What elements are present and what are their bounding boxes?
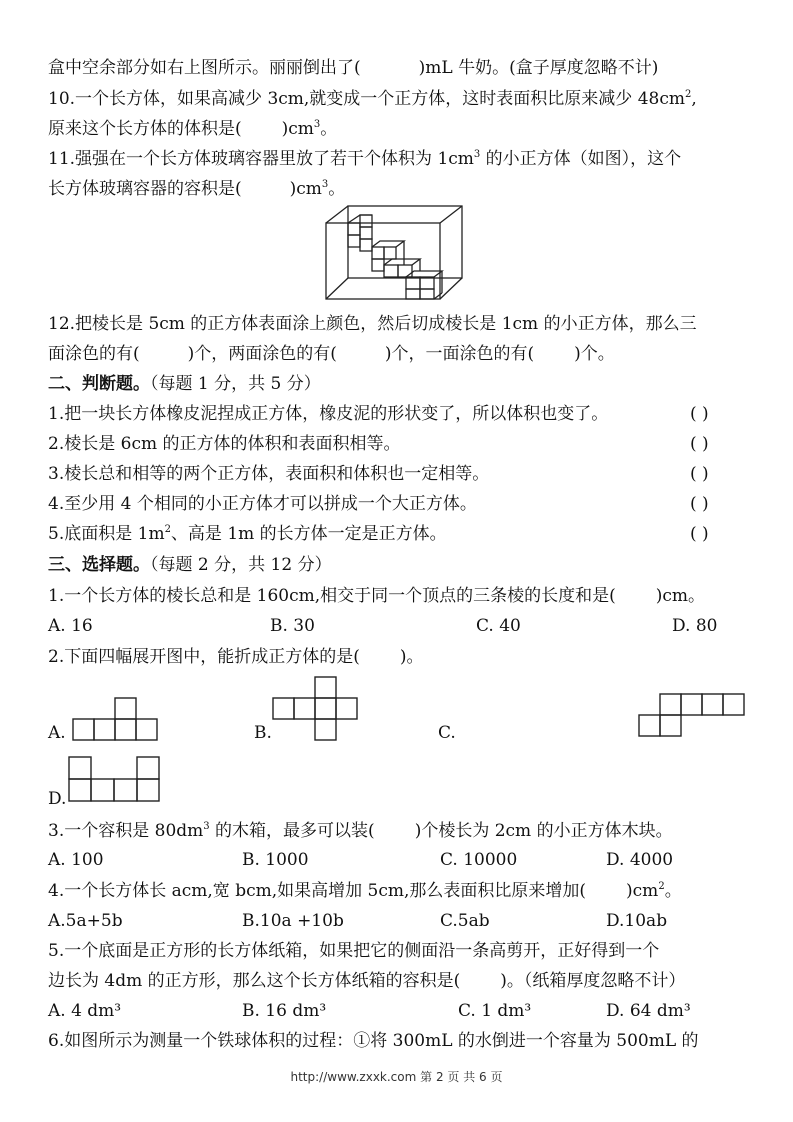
judge-item-5: 5.底面积是 $1m^2$、高是 1m 的长方体一定是正方体。 [48,524,447,544]
net-option-c-label[interactable]: C. [438,723,456,743]
judge-answer-4[interactable]: ( ) [690,494,709,514]
choice-q1: 1.一个长方体的棱长总和是 160cm,相交于同一个顶点的三条棱的长度和是( )cm。 [48,586,706,606]
q11-line1: 11.强强在一个长方体玻璃容器里放了若干个体积为 $1cm^3$ 的小正方体（如图），这个 [48,149,682,169]
judge-item-1: 1.把一块长方体橡皮泥捏成正方体，橡皮泥的形状变了，所以体积也变了。 [48,404,609,424]
judge-item-2: 2.棱长是 6cm 的正方体的体积和表面积相等。 [48,434,401,454]
net-b-figure [272,676,362,742]
choice-q3: 3.一个容积是 $80dm^3$ 的木箱，最多可以装( )个棱长为 2cm 的小正方体木块。 [48,821,673,841]
choice-q3-option-a[interactable]: A. 100 [48,850,104,870]
judge-answer-5[interactable]: ( ) [690,524,709,544]
choice-q5-option-c[interactable]: C. 1 dm³ [458,1001,532,1021]
choice-q1-option-a[interactable]: A. 16 [48,616,93,636]
judge-answer-1[interactable]: ( ) [690,404,709,424]
q11-line2: 长方体玻璃容器的容积是( )$cm^3$。 [48,179,346,199]
choice-q6-line1: 6.如图所示为测量一个铁球体积的过程：①将 300mL 的水倒进一个容量为 500mL 的 [48,1031,699,1051]
q12-line1: 12.把棱长是 5cm 的正方体表面涂上颜色，然后切成棱长是 1cm 的小正方体，那么三 [48,314,697,334]
choice-q4-option-a[interactable]: A.5a+5b [48,911,123,931]
choice-q5-option-b[interactable]: B. 16 dm³ [242,1001,327,1021]
section3-title: 三、选择题。 [48,555,150,575]
judge-answer-2[interactable]: ( ) [690,434,709,454]
net-a-figure [72,694,160,742]
net-option-a-label[interactable]: A. [48,723,66,743]
section2-note: （每题 1 分，共 5 分） [150,374,321,394]
choice-q4-option-b[interactable]: B.10a +10b [242,911,344,931]
choice-q4-option-c[interactable]: C.5ab [440,911,490,931]
section2-heading [48,373,321,395]
net-c-figure [638,692,748,740]
net-option-d-label[interactable]: D. [48,789,67,809]
choice-q5-line1: 5.一个底面是正方形的长方体纸箱，如果把它的侧面沿一条高剪开，正好得到一个 [48,941,660,961]
choice-q1-option-b[interactable]: B. 30 [270,616,315,636]
q10-line1: 10.一个长方体，如果高减少 3cm,就变成一个正方体，这时表面积比原来减少 $48cm^2$, [48,89,697,109]
q9-tail: 盒中空余部分如右上图所示。丽丽倒出了( )mL 牛奶。(盒子厚度忽略不计) [48,58,659,78]
glass-container-figure [322,203,468,303]
net-d-figure [68,756,162,804]
page-footer: http://www.zxxk.com 第 2 页 共 6 页 [290,1070,503,1084]
choice-q4-option-d[interactable]: D.10ab [606,911,668,931]
q12-line2: 面涂色的有( )个，两面涂色的有( )个，一面涂色的有( )个。 [48,344,615,364]
section3-note: （每题 2 分，共 12 分） [150,555,332,575]
choice-q5-option-a[interactable]: A. 4 dm³ [48,1001,122,1021]
choice-q5-line2: 边长为 4dm 的正方形，那么这个长方体纸箱的容积是( )。（纸箱厚度忽略不计） [48,971,686,991]
judge-item-3: 3.棱长总和相等的两个正方体，表面积和体积也一定相等。 [48,464,490,484]
section2-title: 二、判断题。 [48,374,150,394]
net-option-b-label[interactable]: B. [254,723,272,743]
judge-answer-3[interactable]: ( ) [690,464,709,484]
choice-q1-option-d[interactable]: D. 80 [672,616,718,636]
q10-line2: 原来这个长方体的体积是( )$cm^3$。 [48,119,338,139]
choice-q1-option-c[interactable]: C. 40 [476,616,521,636]
choice-q4: 4.一个长方体长 acm,宽 bcm,如果高增加 5cm,那么表面积比原来增加( )$cm^2$。 [48,881,682,901]
choice-q3-option-b[interactable]: B. 1000 [242,850,309,870]
choice-q2: 2.下面四幅展开图中，能折成正方体的是( )。 [48,647,424,667]
choice-q3-option-d[interactable]: D. 4000 [606,850,674,870]
section3-heading [48,554,332,576]
choice-q3-option-c[interactable]: C. 10000 [440,850,518,870]
judge-item-4: 4.至少用 4 个相同的小正方体才可以拼成一个大正方体。 [48,494,477,514]
choice-q5-option-d[interactable]: D. 64 dm³ [606,1001,691,1021]
